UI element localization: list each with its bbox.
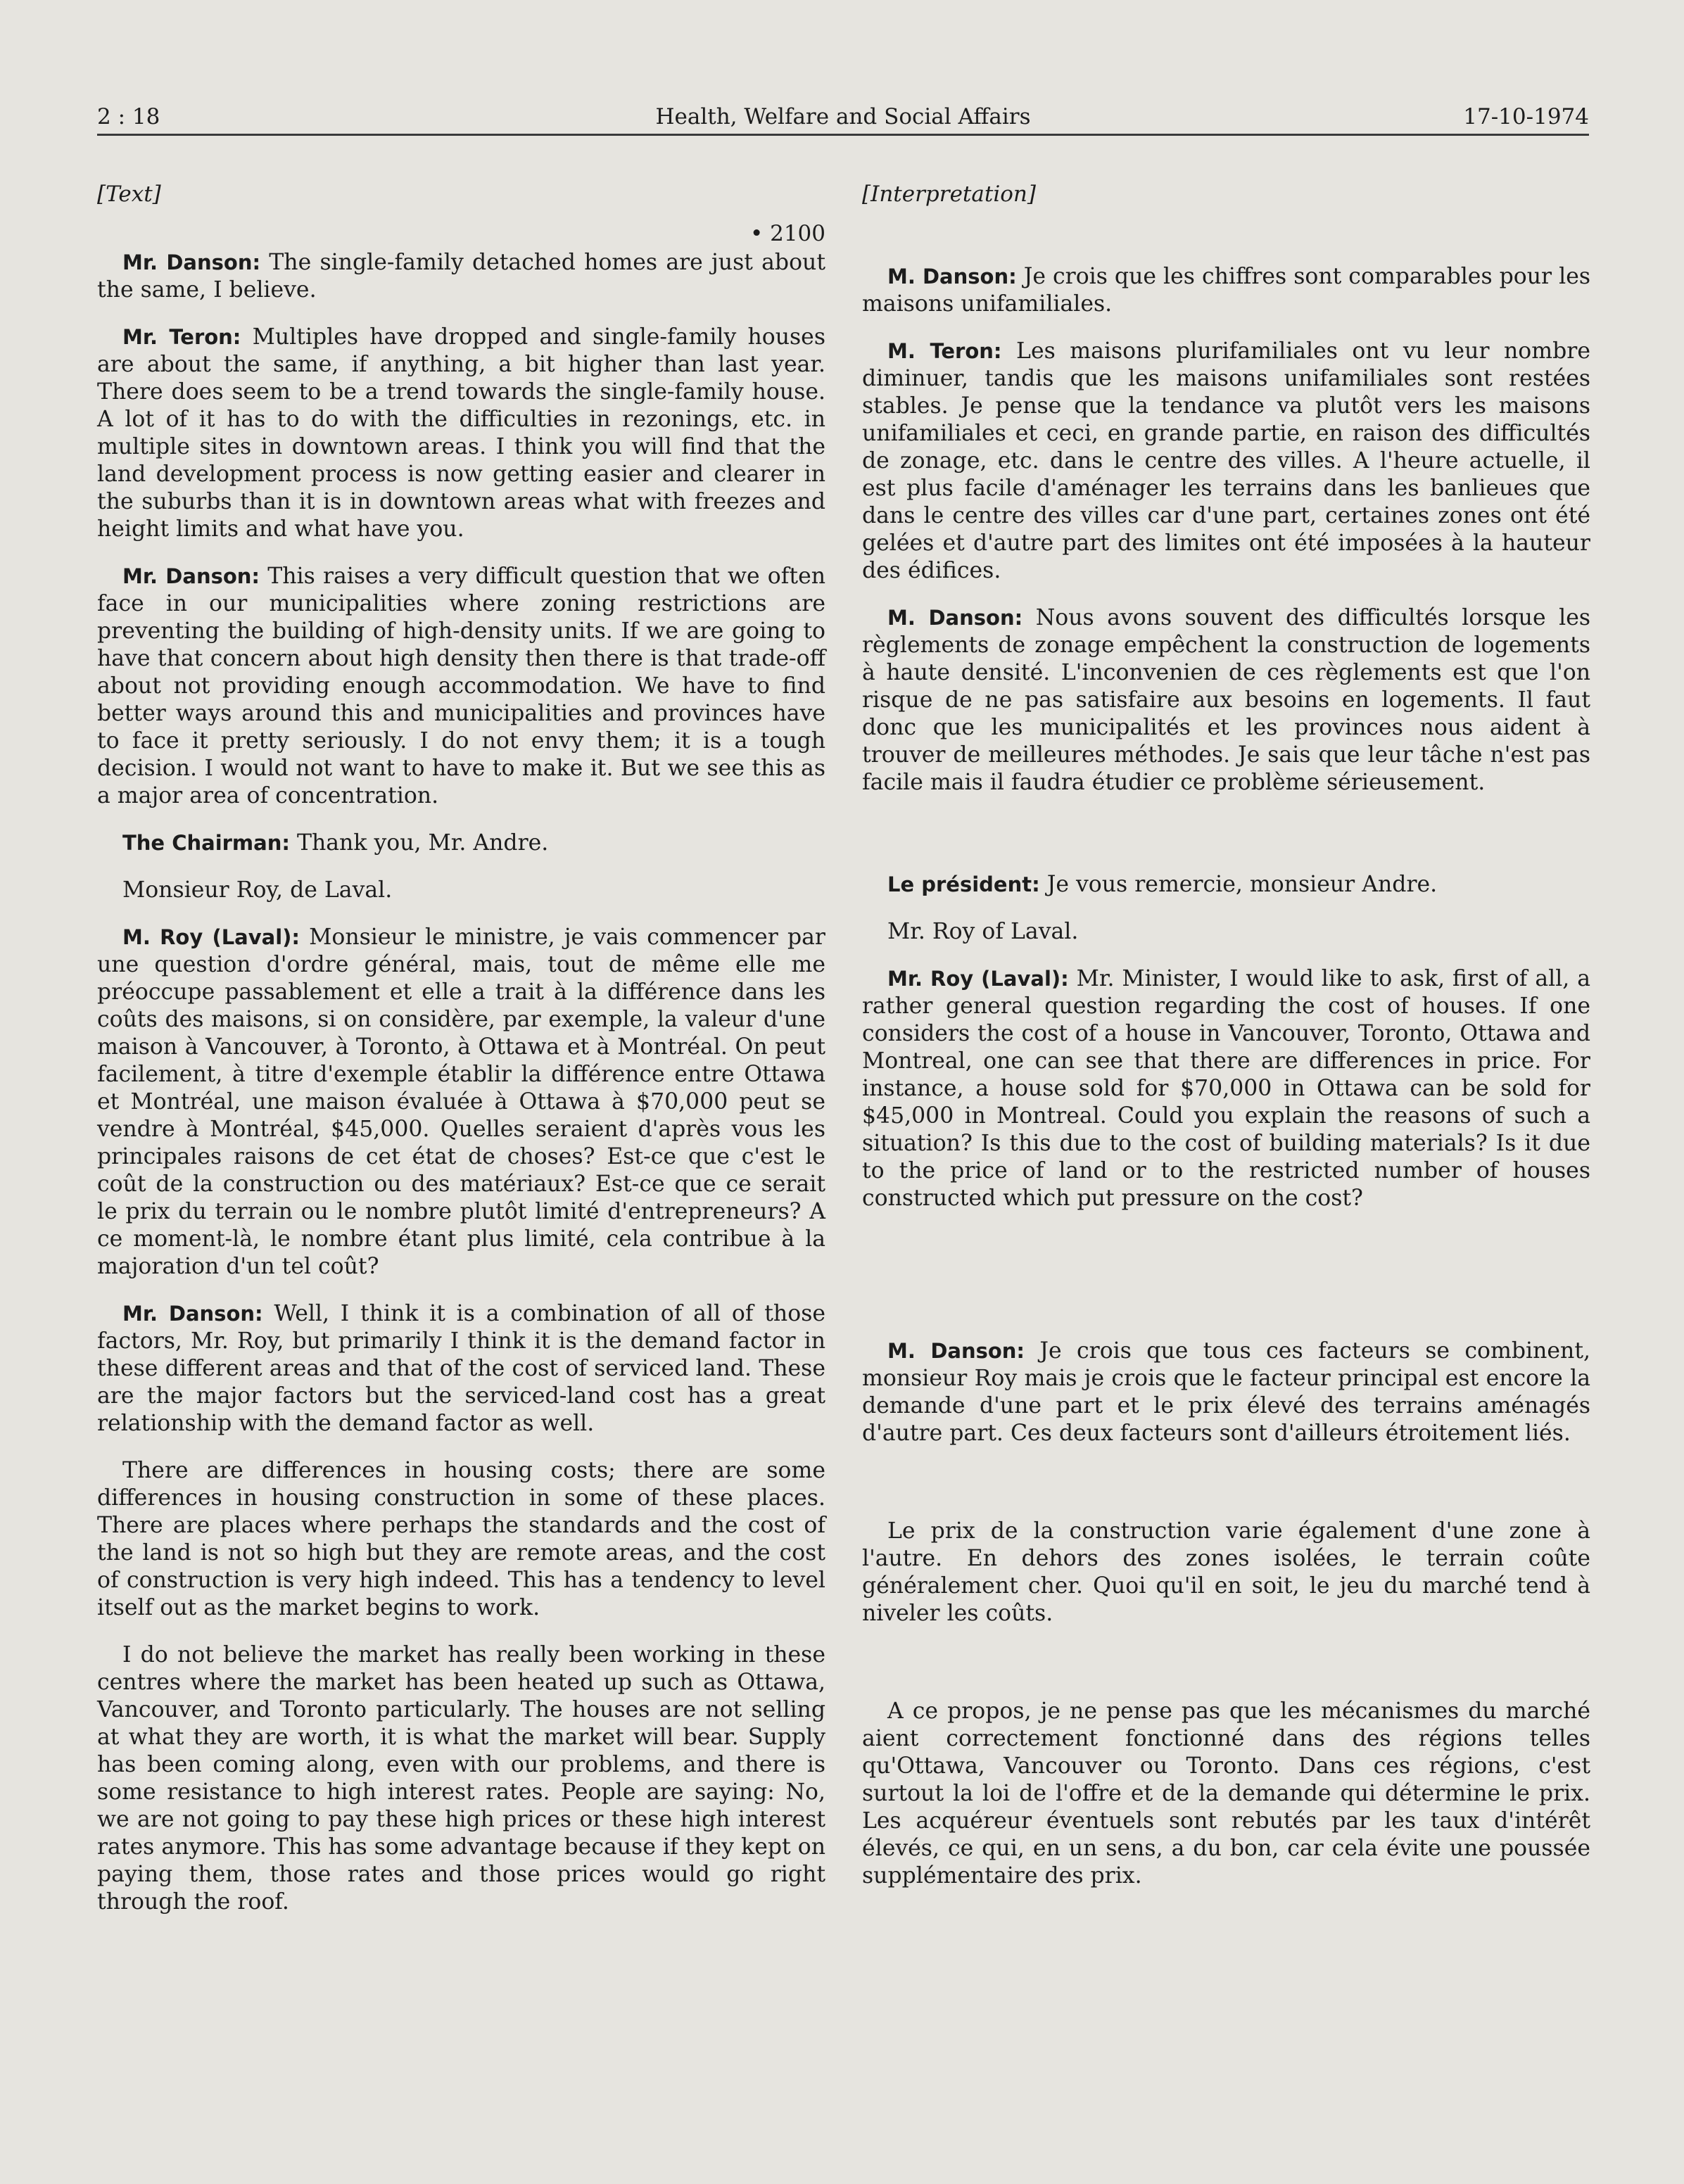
paragraph [862, 338, 1590, 585]
column-label: [Text] [97, 182, 161, 207]
column-label: [Interpretation] [862, 182, 1036, 207]
speaker-name: Mr. Roy (Laval): [887, 967, 1069, 991]
paragraph [97, 563, 825, 810]
speaker-name: Mr. Teron: [122, 325, 241, 349]
paragraph-text: Well, I think it is a combination of all of those factors, Mr. Roy, but primarily I think it is the demand factor in these different areas and that of the cost of serviced land. These are the major factors but the serviced-land cost has a great relationship with the demand factor as well. [97, 1301, 825, 1436]
publication-title: Health, Welfare and Social Affairs [655, 104, 1031, 129]
paragraph-text: The single-family detached homes are just about the same, I believe. [97, 250, 825, 303]
paragraph-text: I do not believe the market has really been working in these centres where the market has been heated up such as Ottawa, Vancouver, and Toronto particularly. The houses are not selling at what they are worth, it is what the market will bear. Supply has been coming along, even with our problems, and there is some resistance to high interest rates. People are saying: No, we are not going to pay these high prices or these high interest rates anymore. This has some advantage because if they kept on paying them, those rates and those prices would go right through the roof. [97, 1642, 825, 1915]
paragraph [862, 918, 1590, 946]
header-date: 17-10-1974 [1463, 104, 1589, 129]
paragraph-text: Thank you, Mr. Andre. [289, 830, 549, 856]
paragraph-text: Le prix de la construction varie également d'une zone à l'autre. En dehors des zones isolées, le terrain coûte généralement cher. Quoi qu'il en soit, le jeu du marché tend à niveler les coûts. [862, 1518, 1590, 1626]
paragraph-text: A ce propos, je ne pense pas que les mécanismes du marché aient correctement fonctionné dans des régions telles qu'Ottawa, Vancouver ou Toronto. Dans ces régions, c'est surtout la loi de l'offre et de la demande qui détermine le prix. Les acquéreur éventuels sont rebutés par les taux d'intérêt élevés, ce qui, en un sens, a du bon, car cela évite une poussée supplémentaire des prix. [862, 1699, 1590, 1888]
paragraph [97, 1642, 825, 1916]
page-header [97, 99, 1589, 136]
paragraph [862, 604, 1590, 796]
time-marker: • 2100 [749, 221, 825, 246]
paragraph [97, 249, 825, 304]
paragraph-text: Mr. Minister, I would like to ask, first of all, a rather general question regarding the cost of houses. If one considers the cost of a house in Vancouver, Toronto, Ottawa and Montreal, one can see that there are differences in price. For instance, a house sold for $70,000 in Ottawa can be sold for $45,000 in Montreal. Could you explain the reasons of such a situation? Is this due to the cost of building materials? Is it due to the price of land or to the restricted number of houses constructed which put pressure on the cost? [862, 966, 1590, 1211]
speaker-name: M. Danson: [887, 265, 1017, 288]
speaker-name: Mr. Danson: [122, 564, 260, 588]
paragraph-text: Mr. Roy of Laval. [887, 919, 1079, 944]
paragraph-text: There are differences in housing costs; there are some differences in housing construction in some of these places. There are places where perhaps the standards and the cost of the land is not so high but they are remote areas, and the cost of construction is very high indeed. This has a tendency to level itself out as the market begins to work. [97, 1458, 825, 1620]
paragraph-text: Je crois que tous ces facteurs se combinent, monsieur Roy mais je crois que le facteur principal est encore la demande d'une part et le prix élevé des terrains aménagés d'autre part. Ces deux facteurs sont d'ailleurs étroitement liés. [862, 1338, 1590, 1446]
paragraph [97, 1457, 825, 1622]
paragraph [97, 924, 825, 1281]
paragraph-text: Monsieur Roy, de Laval. [122, 877, 393, 903]
paragraph-text: Les maisons plurifamiliales ont vu leur nombre diminuer, tandis que les maisons unifamiliales sont restées stables. Je pense que la tendance va plutôt vers les maisons unifamiliales et ceci, en grande partie, en raison des difficultés de zonage, etc. dans le centre des villes. A l'heure actuelle, il est plus facile d'aménager les terrains dans les banlieues que dans le centre des villes car d'une part, certaines zones ont été gelées et d'autre part des limites ont été imposées à la hauteur des édifices. [862, 338, 1590, 583]
paragraph [97, 1300, 825, 1437]
speaker-name: M. Danson: [887, 1339, 1025, 1363]
paragraph [862, 263, 1590, 318]
paragraph-text: Je crois que les chiffres sont comparables pour les maisons unifamiliales. [862, 264, 1591, 317]
paragraph [862, 1698, 1590, 1890]
speaker-name: Mr. Danson: [122, 1302, 263, 1326]
paragraph-text: Je vous remercie, monsieur Andre. [1039, 872, 1438, 897]
speaker-name: Mr. Danson: [122, 250, 261, 274]
paragraph [862, 1338, 1590, 1447]
paragraph [862, 965, 1590, 1212]
paragraph-text: This raises a very difficult question that we often face in our municipalities where zoning restrictions are preventing the building of high-density units. If we are going to have that concern about high density then there is that trade-off about not providing enough accommodation. We have to find better ways around this and municipalities and provinces have to face it pretty seriously. I do not envy them; it is a tough decision. I would not want to have to make it. But we see this as a major area of concentration. [97, 564, 825, 808]
paragraph [97, 324, 825, 543]
paragraph [862, 1518, 1590, 1627]
paragraph-text: Nous avons souvent des difficultés lorsque les règlements de zonage empêchent la construction de logements à haute densité. L'inconvenien de ces règlements est que l'on risque de ne pas satisfaire aux besoins en logements. Il faut donc que les municipalités et les provinces nous aident à trouver de meilleures méthodes. Je sais que leur tâche n'est pas facile mais il faudra étudier ce problème sérieusement. [862, 605, 1591, 795]
right-column [862, 182, 1590, 1890]
speaker-name: The Chairman: [122, 831, 290, 855]
paragraph [97, 830, 825, 857]
paragraph [97, 877, 825, 904]
paragraph-text: Monsieur le ministre, je vais commencer par une question d'ordre général, mais, tout de même elle me préoccupe passablement et elle a trait à la différence dans les coûts des maisons, si on considère, par exemple, la valeur d'une maison à Vancouver, à Toronto, à Ottawa et à Montréal. On peut facilement, à titre d'exemple établir la différence entre Ottawa et Montréal, une maison évaluée à Ottawa à $70,000 peut se vendre à Montréal, $45,000. Quelles seraient d'après vous les principales raisons de cet état de choses? Est-ce que c'est le coût de la construction ou des matériaux? Est-ce que ce serait le prix du terrain ou le nombre plutôt limité d'entrepreneurs? A ce moment-là, le nombre étant plus limité, cela contribue à la majoration d'un tel coût? [97, 925, 825, 1279]
paragraph [862, 871, 1590, 899]
speaker-name: M. Danson: [887, 606, 1023, 630]
paragraph-text: Multiples have dropped and single-family houses are about the same, if anything, a bit higher than last year. There does seem to be a trend towards the single-family house. A lot of it has to do with the difficulties in rezonings, etc. in multiple sites in downtown areas. I think you will find that the land development process is now getting easier and clearer in the suburbs than it is in downtown areas what with freezes and height limits and what have you. [97, 324, 825, 542]
speaker-name: M. Roy (Laval): [122, 925, 300, 949]
page-number: 2 : 18 [97, 104, 160, 129]
speaker-name: Le président: [887, 872, 1040, 896]
left-column [97, 182, 825, 1916]
speaker-name: M. Teron: [887, 339, 1002, 363]
